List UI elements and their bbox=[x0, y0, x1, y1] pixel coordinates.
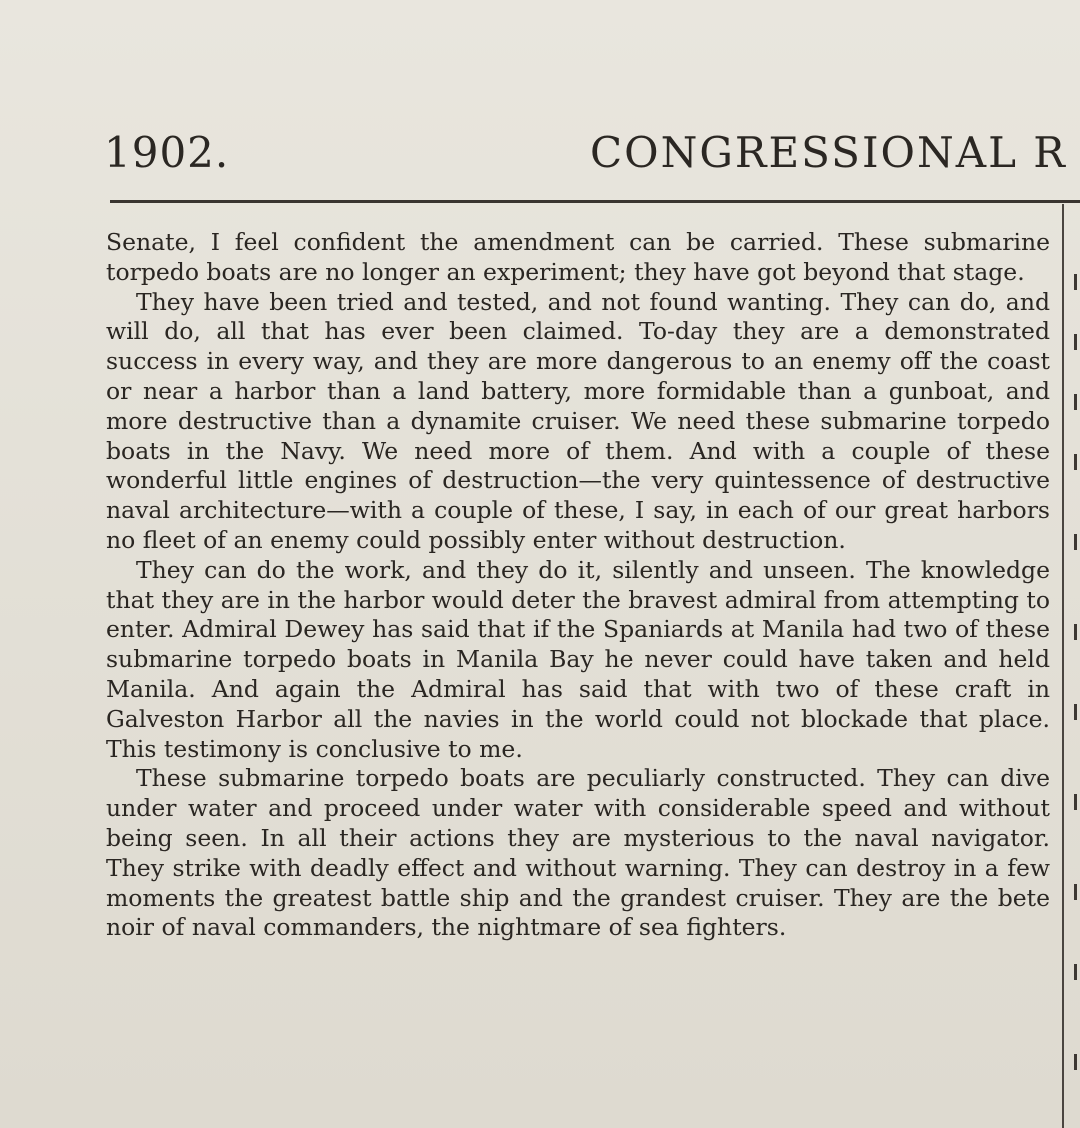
header-year: 1902. bbox=[104, 128, 230, 177]
column-divider bbox=[1062, 204, 1064, 1128]
paragraph: They have been tried and tested, and not found wanting. They can do, and will do, all that has ever been claimed. To-day they are a demonstrated success in every way, and they are more dangerous to an enemy off the coast or near a harbor than a land battery, more formidable than a gunboat, and more destructive than a dynamite cruiser. We need these submarine torpedo boats in the Navy. We need more of them. And with a couple of these wonderful little engines of destruction—the very quintessence of destructive naval architecture—with a couple of these, I say, in each of our great harbors no fleet of an enemy could possibly enter without destruction. bbox=[106, 287, 1050, 554]
paragraph: They can do the work, and they do it, silently and unseen. The knowledge that they are in the harbor would deter the bravest admiral from attempting to enter. Admiral Dewey has said that if the Spaniards at Manila had two of these submarine torpedo boats in Manila Bay he never could have taken and held Manila. And again the Admiral has said that with two of these craft in Galveston Harbor all the navies in the world could not blockade that place. This testimony is conclusive to me. bbox=[106, 555, 1050, 763]
paragraph: These submarine torpedo boats are peculiarly constructed. They can dive under water and proceed under water with considerable speed and without being seen. In all their actions they are mysterious to the naval navigator. They strike with deadly effect and without warning. They can destroy in a few moments the greatest battle ship and the grandest cruiser. They are the bete noir of naval commanders, the nightmare of sea fighters. bbox=[106, 764, 1050, 942]
page-header bbox=[0, 118, 1080, 178]
header-publication-title: CONGRESSIONAL R bbox=[590, 128, 1067, 177]
header-rule bbox=[110, 200, 1080, 203]
article-column bbox=[106, 228, 1050, 1128]
adjacent-column-fragment bbox=[1066, 204, 1080, 1128]
paragraph: Senate, I feel confident the amendment can be carried. These submarine torpedo boats are no longer an experiment; they have got beyond that stage. bbox=[106, 228, 1050, 286]
